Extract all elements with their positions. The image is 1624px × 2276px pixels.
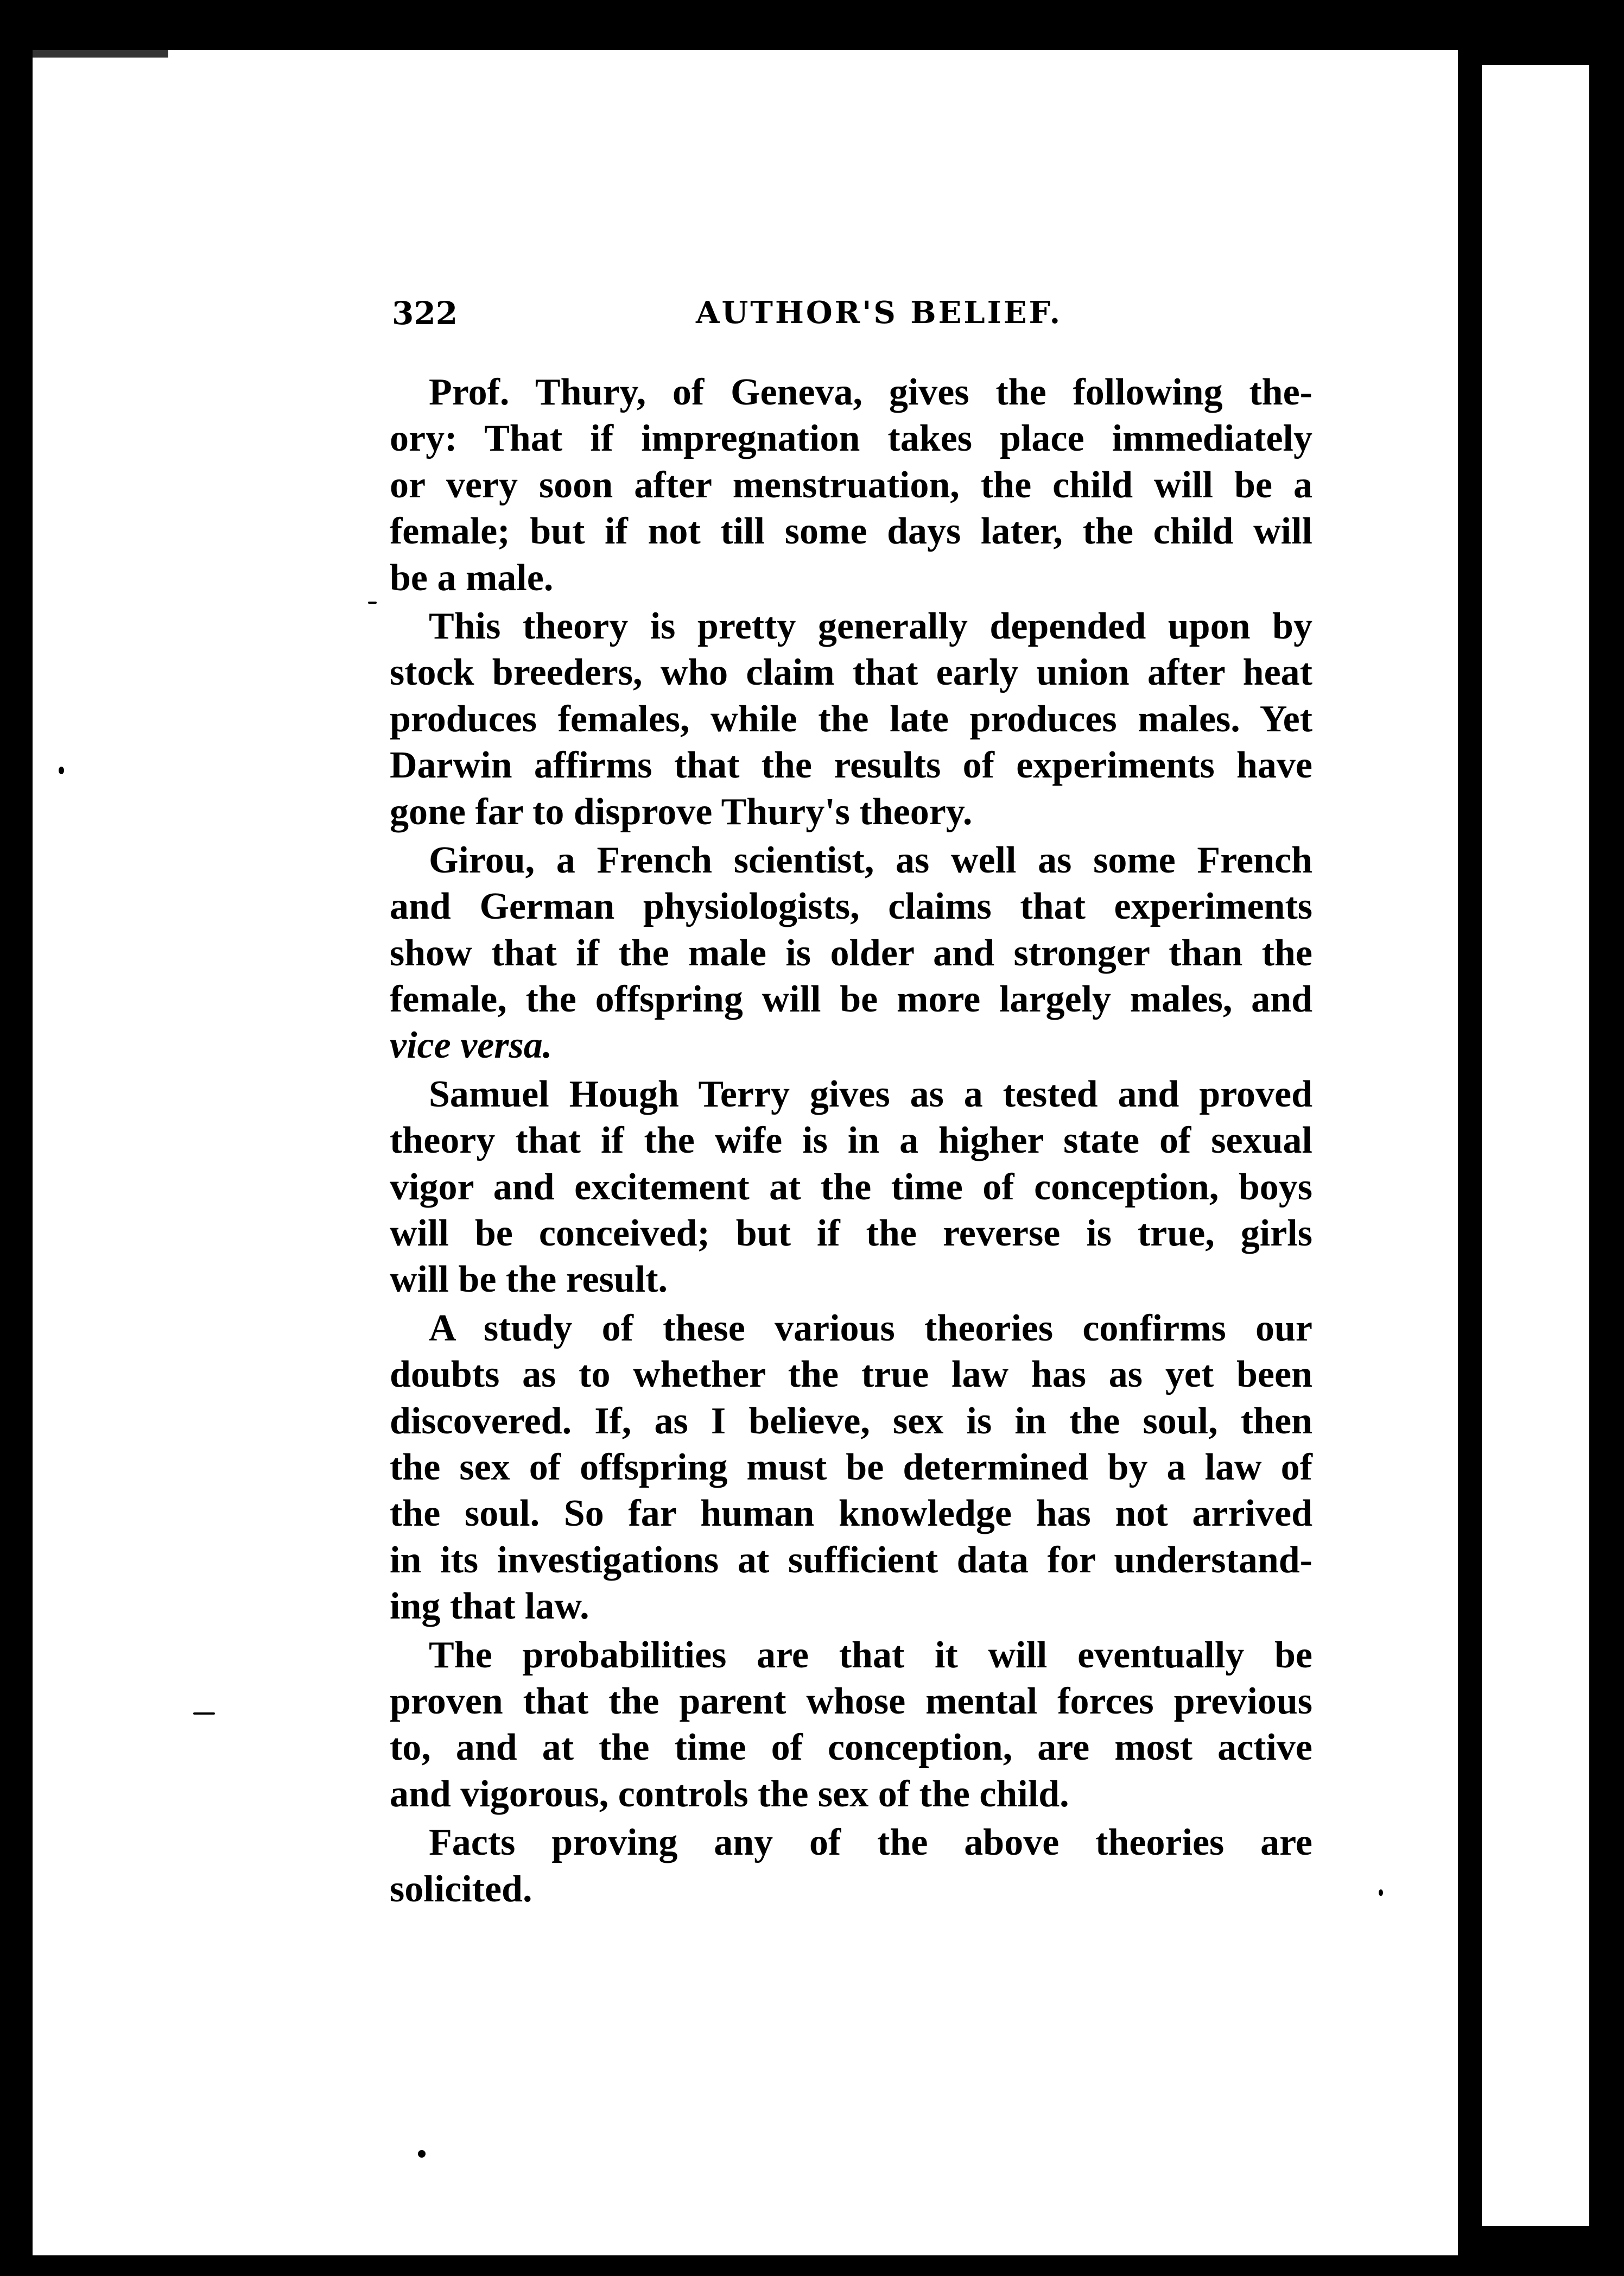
text-line: will be conceived; but if the reverse is true, girls bbox=[390, 1212, 1312, 1255]
text-line: proven that the parent whose mental forces previous bbox=[390, 1680, 1312, 1722]
text-line: Samuel Hough Terry gives as a tested and proved bbox=[429, 1073, 1312, 1115]
text-line: female, the offspring will be more largely males, and bbox=[390, 978, 1312, 1021]
paragraph-facts bbox=[390, 1819, 1312, 1912]
ink-speck bbox=[193, 1712, 215, 1715]
text-line: A study of these various theories confirms our bbox=[429, 1307, 1312, 1349]
text-line: ing that law. bbox=[390, 1585, 589, 1628]
text-line: gone far to disprove Thury's theory. bbox=[390, 791, 973, 833]
text-line: female; but if not till some days later, the child will bbox=[390, 510, 1312, 553]
text-line: in its investigations at sufficient data for understand- bbox=[390, 1539, 1312, 1581]
running-head: AUTHOR'S BELIEF. bbox=[696, 295, 1063, 331]
adjacent-page-edge bbox=[1482, 65, 1589, 2226]
paragraph-thury bbox=[390, 369, 1312, 601]
text-line: doubts as to whether the true law has as yet been bbox=[390, 1354, 1312, 1396]
scan-edge-mark bbox=[33, 50, 168, 58]
text-line: and German physiologists, claims that experiments bbox=[390, 886, 1312, 928]
ink-speck bbox=[1379, 1889, 1383, 1896]
text-line: Girou, a French scientist, as well as some French bbox=[429, 839, 1312, 881]
ink-speck bbox=[59, 767, 64, 774]
text-line: The probabilities are that it will eventually be bbox=[429, 1634, 1312, 1676]
text-line: vice versa. bbox=[390, 1025, 553, 1067]
page-header bbox=[392, 295, 1206, 341]
text-line: to, and at the time of conception, are most active bbox=[390, 1727, 1312, 1769]
paragraph-study bbox=[390, 1305, 1312, 1630]
text-line: ory: That if impregnation takes place immediately bbox=[390, 418, 1312, 460]
ink-speck bbox=[368, 602, 377, 604]
text-line: Darwin affirms that the results of experiments have bbox=[390, 744, 1312, 787]
text-line: and vigorous, controls the sex of the child. bbox=[390, 1773, 1069, 1815]
body-text bbox=[390, 369, 1312, 1914]
paragraph-probabilities bbox=[390, 1632, 1312, 1818]
text-line: produces females, while the late produces males. Yet bbox=[390, 698, 1312, 740]
text-line: or very soon after menstruation, the child will be a bbox=[390, 464, 1312, 506]
paragraph-stock-breeders bbox=[390, 603, 1312, 835]
text-line: Prof. Thury, of Geneva, gives the following the- bbox=[429, 371, 1312, 413]
text-line: vigor and excitement at the time of conception, boys bbox=[390, 1166, 1312, 1208]
text-line: show that if the male is older and stronger than the bbox=[390, 932, 1312, 974]
text-line: theory that if the wife is in a higher state of sexual bbox=[390, 1120, 1312, 1162]
text-line: be a male. bbox=[390, 557, 554, 599]
text-line: solicited. bbox=[390, 1868, 532, 1910]
text-line: the sex of offspring must be determined by a law of bbox=[390, 1446, 1312, 1488]
text-line: the soul. So far human knowledge has not arrived bbox=[390, 1493, 1312, 1535]
text-line: discovered. If, as I believe, sex is in the soul, then bbox=[390, 1400, 1312, 1442]
text-line: Facts proving any of the above theories are bbox=[429, 1822, 1312, 1864]
text-line: This theory is pretty generally depended upon by bbox=[429, 605, 1312, 647]
text-line: stock breeders, who claim that early union after heat bbox=[390, 652, 1312, 694]
text-line: will be the result. bbox=[390, 1259, 668, 1301]
page-number: 322 bbox=[392, 295, 458, 332]
ink-speck bbox=[418, 2150, 426, 2158]
paragraph-girou bbox=[390, 837, 1312, 1069]
paragraph-terry bbox=[390, 1071, 1312, 1303]
